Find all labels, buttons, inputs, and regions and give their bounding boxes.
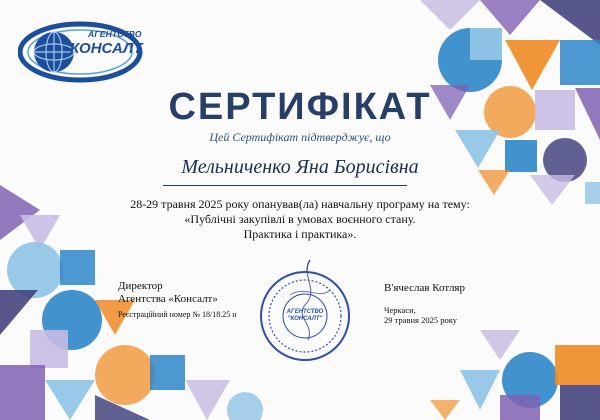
recipient-name: Мельниченко Яна Борисівна bbox=[181, 156, 419, 178]
official-stamp bbox=[259, 270, 351, 362]
stamp-center-text: АГЕНТСТВО "КОНСАЛТ" bbox=[286, 309, 324, 322]
issue-date: 29 травня 2025 року bbox=[384, 315, 457, 325]
name-underline bbox=[163, 185, 407, 186]
logo-top-text: АГЕНТСТВО bbox=[88, 29, 142, 39]
signatory-title-line-2: Агентства «Консалт» bbox=[118, 293, 218, 305]
signatory-name: В'ячеслав Котляр bbox=[384, 282, 465, 294]
body-line-1: 28-29 травня 2025 року опанував(ла) навчальну програму на тему: bbox=[130, 197, 470, 211]
bottom-right-shapes bbox=[430, 330, 600, 420]
signatory-title-line-1: Директор bbox=[118, 280, 163, 292]
logo-main-text: КОНСАЛТ bbox=[70, 40, 143, 57]
certificate-subtitle: Цей Сертифікат підтверджує, що bbox=[209, 130, 391, 144]
body-line-3: Практика і практика». bbox=[243, 227, 357, 241]
registration-number: Реєстраційний номер № 18/18.25 н bbox=[118, 310, 237, 319]
body-line-2: «Публічні закупівлі в умовах воєнного стану. bbox=[184, 212, 416, 226]
consalt-logo bbox=[18, 18, 146, 84]
issue-city: Черкаси, bbox=[384, 305, 416, 315]
certificate-title: СЕРТИФІКАТ bbox=[168, 86, 432, 128]
